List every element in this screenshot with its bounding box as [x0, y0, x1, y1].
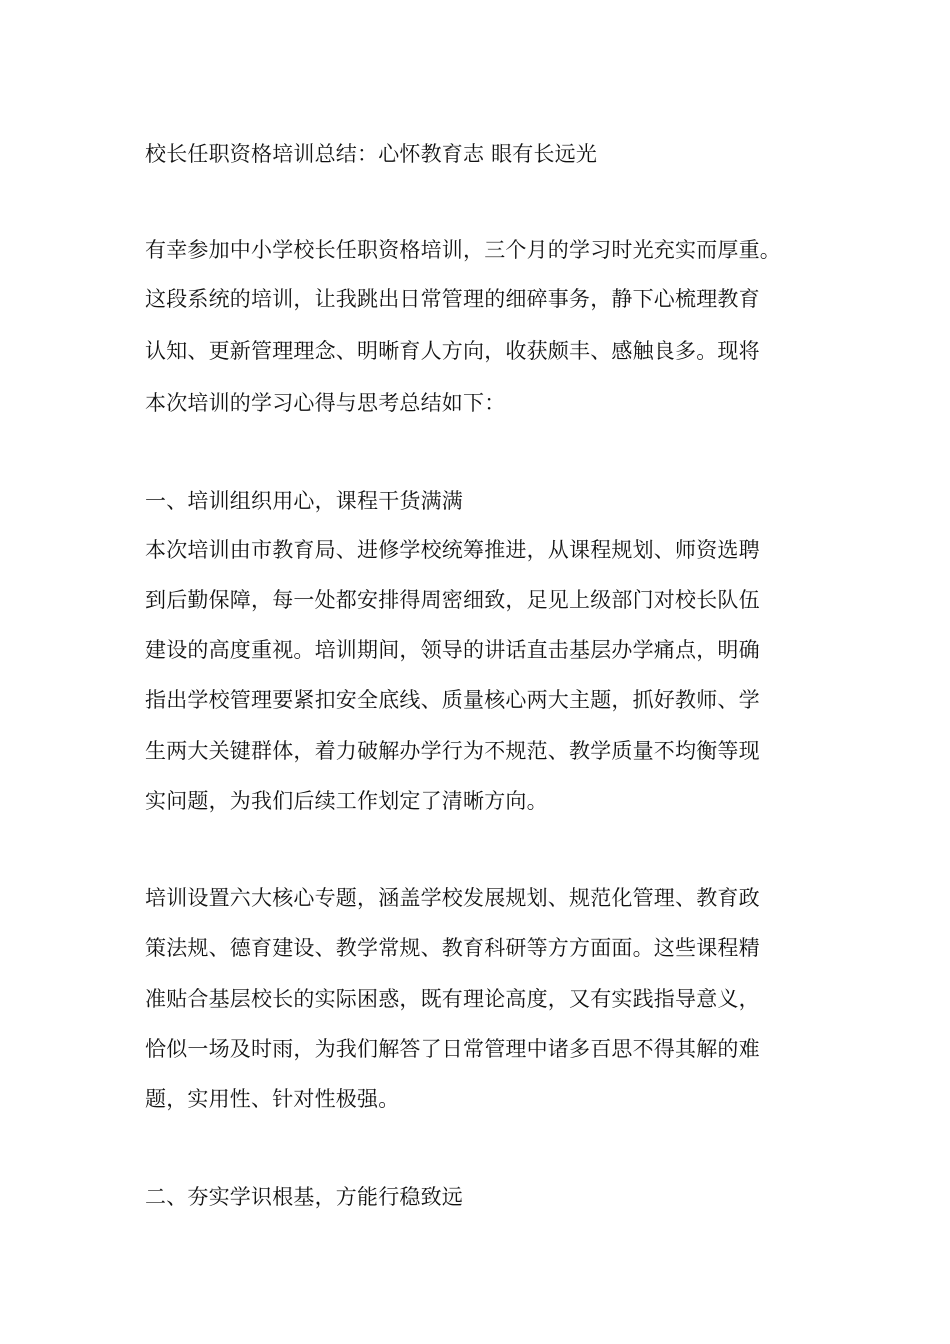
- document-title: 校长任职资格培训总结：心怀教育志 眼有长远光: [145, 142, 598, 166]
- intro-line-2: 这段系统的培训，让我跳出日常管理的细碎事务，静下心梳理教育: [145, 287, 760, 311]
- section-1-heading: 一、培训组织用心，课程干货满满: [145, 489, 463, 513]
- section-1-para-2-line-4: 恰似一场及时雨，为我们解答了日常管理中诸多百思不得其解的难: [145, 1037, 760, 1061]
- section-1-para-1-line-4: 指出学校管理要紧扣安全底线、质量核心两大主题，抓好教师、学: [145, 688, 760, 712]
- section-1-para-2-line-2: 策法规、德育建设、教学常规、教育科研等方方面面。这些课程精: [145, 936, 760, 960]
- section-1-para-1-line-2: 到后勤保障，每一处都安排得周密细致，足见上级部门对校长队伍: [145, 588, 760, 612]
- intro-line-1: 有幸参加中小学校长任职资格培训，三个月的学习时光充实而厚重。: [145, 238, 781, 262]
- section-1-para-1-line-5: 生两大关键群体，着力破解办学行为不规范、教学质量不均衡等现: [145, 739, 760, 763]
- section-1-para-1-line-3: 建设的高度重视。培训期间，领导的讲话直击基层办学痛点，明确: [145, 638, 760, 662]
- section-2-heading: 二、夯实学识根基，方能行稳致远: [145, 1185, 463, 1209]
- section-1-para-2-line-3: 准贴合基层校长的实际困惑，既有理论高度，又有实践指导意义，: [145, 987, 760, 1011]
- section-1-para-1-line-6: 实问题，为我们后续工作划定了清晰方向。: [145, 789, 548, 813]
- section-1-para-2-line-1: 培训设置六大核心专题，涵盖学校发展规划、规范化管理、教育政: [145, 886, 760, 910]
- section-1-para-2-line-5: 题，实用性、针对性极强。: [145, 1087, 400, 1111]
- intro-line-3: 认知、更新管理理念、明晰育人方向，收获颇丰、感触良多。现将: [145, 339, 760, 363]
- section-1-para-1-line-1: 本次培训由市教育局、进修学校统筹推进，从课程规划、师资选聘: [145, 538, 760, 562]
- intro-line-4: 本次培训的学习心得与思考总结如下：: [145, 391, 506, 415]
